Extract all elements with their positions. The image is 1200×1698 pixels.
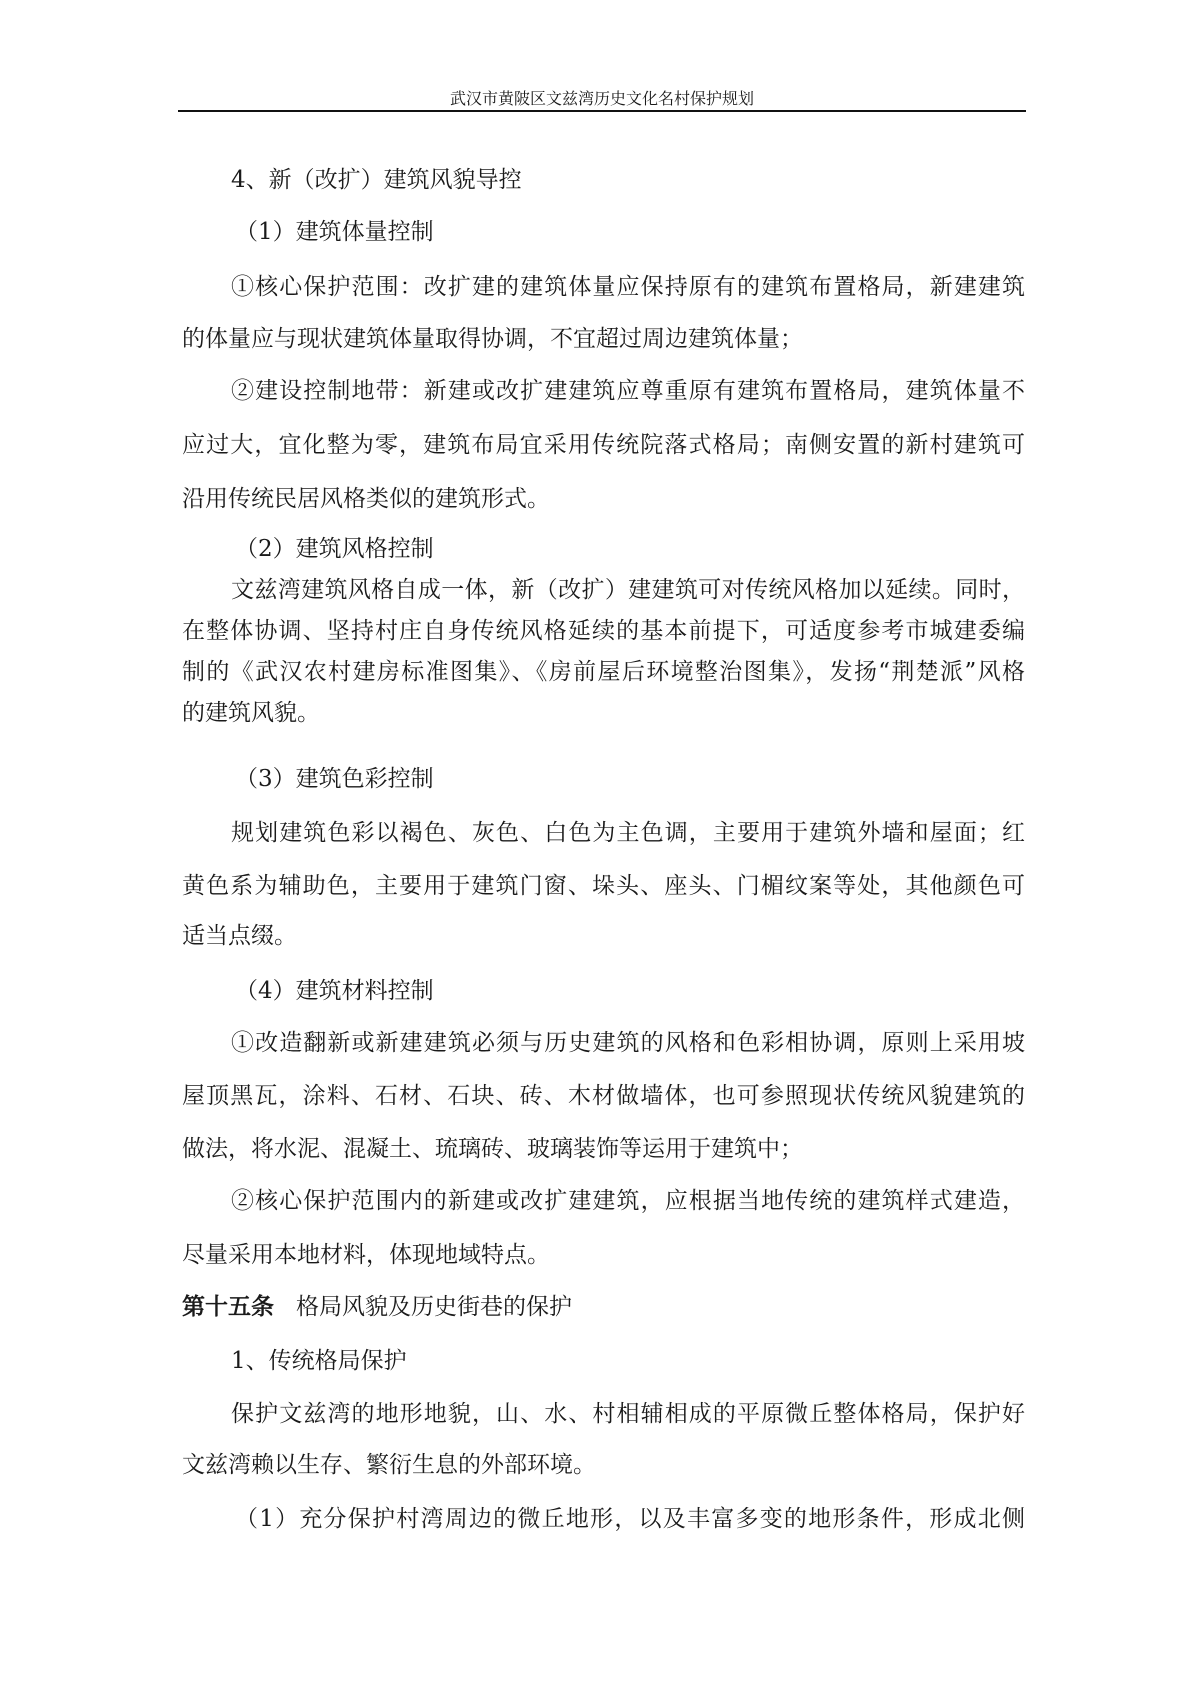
running-header: 武汉市黄陂区文兹湾历史文化名村保护规划 xyxy=(449,89,754,108)
header-rule xyxy=(178,110,1026,112)
article-heading xyxy=(182,1292,1025,1322)
paragraph-line: 屋顶黑瓦，涂料、石材、石块、砖、木材做墙体，也可参照现状传统风貌建筑的 xyxy=(182,1083,1025,1109)
subsection-heading: （4）建筑材料控制 xyxy=(235,978,434,1004)
paragraph-line: 文兹湾赖以生存、繁衍生息的外部环境。 xyxy=(182,1452,596,1478)
paragraph-line: 制的《武汉农村建房标准图集》、《房前屋后环境整治图集》，发扬“荆楚派”风格 xyxy=(182,659,1025,685)
subsection-heading: （2）建筑风格控制 xyxy=(235,536,434,562)
paragraph-line: 规划建筑色彩以褐色、灰色、白色为主色调，主要用于建筑外墙和屋面；红 xyxy=(231,820,1025,846)
article-number: 第十五条 xyxy=(182,1293,274,1320)
paragraph-line: 应过大，宜化整为零，建筑布局宜采用传统院落式格局；南侧安置的新村建筑可 xyxy=(182,432,1025,458)
article-title: 格局风貌及历史街巷的保护 xyxy=(296,1294,572,1320)
paragraph-line: 在整体协调、坚持村庄自身传统风格延续的基本前提下，可适度参考市城建委编 xyxy=(182,618,1025,644)
paragraph-line: 沿用传统民居风格类似的建筑形式。 xyxy=(182,486,550,512)
paragraph-line: 的建筑风貌。 xyxy=(182,700,320,726)
subsection-heading: （3）建筑色彩控制 xyxy=(235,766,434,792)
paragraph-line: 黄色系为辅助色，主要用于建筑门窗、垛头、座头、门楣纹案等处，其他颜色可 xyxy=(182,873,1025,899)
subsection-heading: （1）建筑体量控制 xyxy=(235,219,434,245)
paragraph-line: ①核心保护范围：改扩建的建筑体量应保持原有的建筑布置格局，新建建筑 xyxy=(231,274,1025,300)
paragraph-line: 尽量采用本地材料，体现地域特点。 xyxy=(182,1242,550,1268)
section-heading: 4、新（改扩）建筑风貌导控 xyxy=(231,167,522,193)
paragraph-line: （1）充分保护村湾周边的微丘地形，以及丰富多变的地形条件，形成北侧 xyxy=(235,1506,1025,1532)
paragraph-line: ②核心保护范围内的新建或改扩建建筑，应根据当地传统的建筑样式建造， xyxy=(231,1188,1025,1214)
paragraph-line: 文兹湾建筑风格自成一体，新（改扩）建建筑可对传统风格加以延续。同时， xyxy=(231,577,1025,603)
paragraph-line: 做法，将水泥、混凝土、琉璃砖、玻璃装饰等运用于建筑中； xyxy=(182,1136,803,1162)
paragraph-line: 适当点缀。 xyxy=(182,923,297,949)
paragraph-line: ②建设控制地带：新建或改扩建建筑应尊重原有建筑布置格局，建筑体量不 xyxy=(231,378,1025,404)
section-heading: 1、传统格局保护 xyxy=(231,1348,407,1374)
paragraph-line: 保护文兹湾的地形地貌，山、水、村相辅相成的平原微丘整体格局，保护好 xyxy=(231,1401,1025,1427)
paragraph-line: 的体量应与现状建筑体量取得协调，不宜超过周边建筑体量； xyxy=(182,326,803,352)
paragraph-line: ①改造翻新或新建建筑必须与历史建筑的风格和色彩相协调，原则上采用坡 xyxy=(231,1030,1025,1056)
